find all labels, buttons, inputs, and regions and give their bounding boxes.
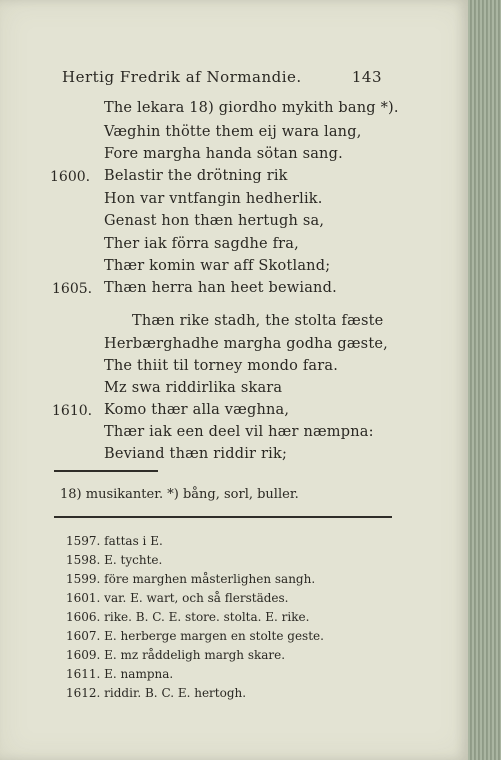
variant-note: 1601. var. E. wart, och så flerstädes. — [66, 591, 289, 605]
variants-rule — [54, 516, 392, 518]
running-header — [62, 68, 382, 86]
verse-line: Mz swa riddirlika skara — [104, 380, 283, 396]
variant-note: 1597. fattas i E. — [66, 534, 163, 548]
verse-line: Thær iak een deel vil hær næmpna: — [104, 424, 374, 440]
book-page-edges — [468, 0, 501, 760]
verse-line: Komo thær alla væghna, — [104, 402, 290, 418]
variant-note: 1611. E. nampna. — [66, 667, 174, 681]
verse-line: Thæn herra han heet bewiand. — [104, 280, 337, 296]
variant-note: 1612. riddir. B. C. E. hertogh. — [66, 686, 247, 700]
variant-note: 1607. E. herberge margen en stolte geste. — [66, 629, 324, 643]
verse-line: Thær komin war aff Skotland; — [104, 258, 331, 274]
verse-line: Hon var vntfangin hedherlik. — [104, 191, 323, 207]
verse-line: Thæn rike stadh, the stolta fæste — [132, 313, 384, 329]
line-number: 1610. — [52, 403, 93, 419]
verse-line: Fore margha handa sötan sang. — [104, 146, 343, 162]
verse-line: Beviand thæn riddir rik; — [104, 446, 288, 462]
verse-line: Belastir the drötning rik — [104, 168, 288, 184]
variant-note: 1609. E. mz råddeligh margh skare. — [66, 648, 286, 662]
footnote-rule — [54, 470, 158, 472]
line-number: 1605. — [52, 281, 93, 297]
line-number: 1600. — [50, 169, 91, 185]
verse-line: Genast hon thæn hertugh sa, — [104, 213, 325, 229]
page-number: 143 — [351, 68, 382, 86]
variant-note: 1599. före marghen måsterlighen sangh. — [66, 572, 316, 586]
verse-line: The lekara 18) giordho mykith bang *). — [104, 100, 399, 116]
running-title: Hertig Fredrik af Normandie. — [62, 68, 302, 86]
footnote: 18) musikanter. *) bång, sorl, buller. — [60, 487, 299, 502]
verse-line: The thiit til torney mondo fara. — [104, 358, 339, 374]
verse-line: Væghin thötte them eij wara lang, — [104, 124, 362, 140]
variant-note: 1598. E. tychte. — [66, 553, 163, 567]
verse-line: Herbærghadhe margha godha gæste, — [104, 336, 388, 352]
variant-note: 1606. rike. B. C. E. store. stolta. E. rike. — [66, 610, 310, 624]
verse-line: Ther iak förra sagdhe fra, — [104, 236, 299, 252]
